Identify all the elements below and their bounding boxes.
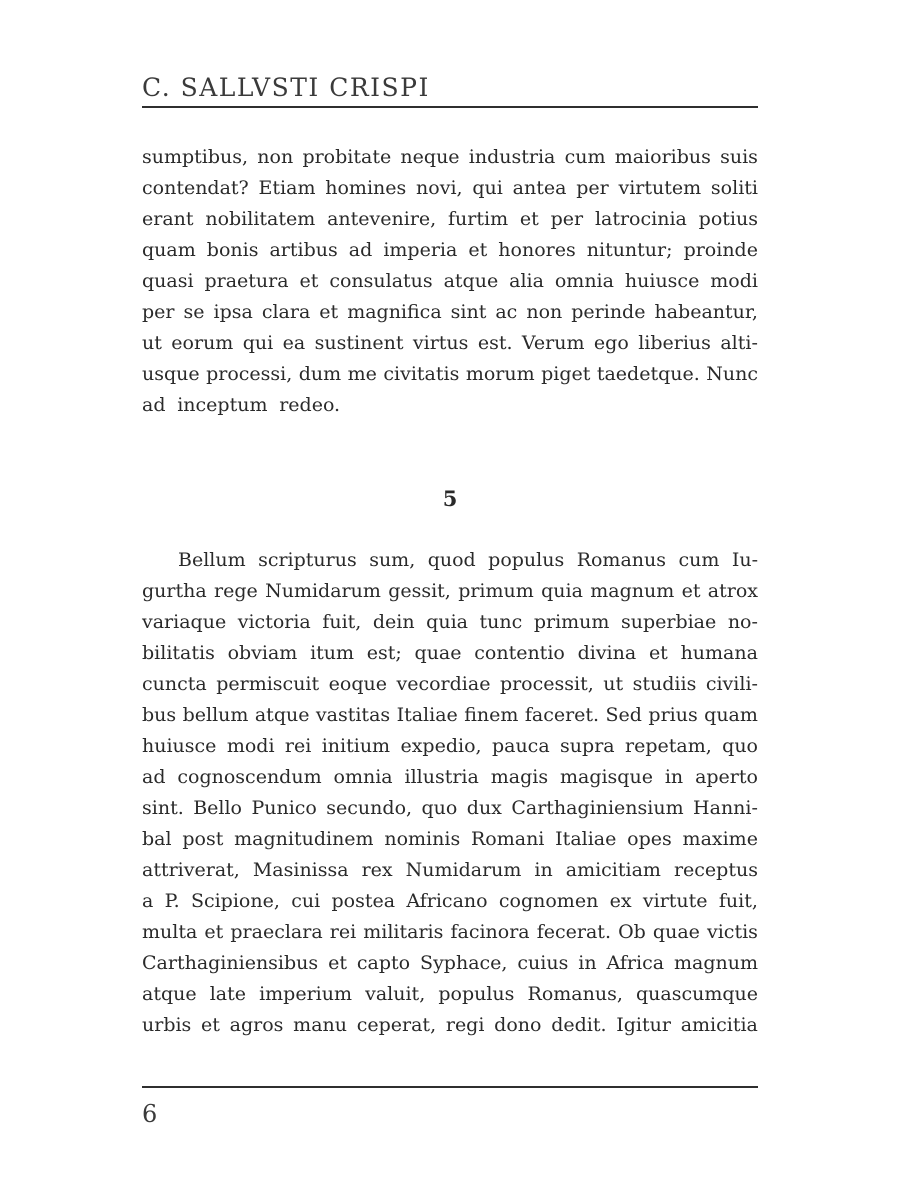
page-number: 6 (142, 1100, 158, 1128)
text-line: atque late imperium valuit, populus Romanus, quascumque (142, 983, 758, 1005)
text-line: huiusce modi rei initium expedio, pauca supra repetam, quo (142, 735, 758, 757)
text-line: usque processi, dum me civitatis morum piget taedetque. Nunc (142, 363, 758, 385)
text-line: attriverat, Masinissa rex Numidarum in amicitiam receptus (142, 859, 758, 881)
text-line: ut eorum qui ea sustinent virtus est. Verum ego liberius alti- (142, 332, 758, 354)
text-line: Bellum scripturus sum, quod populus Romanus cum Iu- (178, 549, 758, 571)
text-line: ad inceptum redeo. (142, 394, 341, 416)
header-rule (142, 106, 758, 108)
text-line: contendat? Etiam homines novi, qui antea per virtutem soliti (142, 177, 758, 199)
text-line: urbis et agros manu ceperat, regi dono dedit. Igitur amicitia (142, 1014, 758, 1036)
text-line: a P. Scipione, cui postea Africano cognomen ex virtute fuit, (142, 890, 758, 912)
text-line: quam bonis artibus ad imperia et honores nituntur; proinde (142, 239, 758, 261)
text-line: variaque victoria fuit, dein quia tunc primum superbiae no- (142, 611, 758, 633)
running-head: C. SALLVSTI CRISPI (142, 73, 430, 102)
text-line: bal post magnitudinem nominis Romani Italiae opes maxime (142, 828, 758, 850)
text-line: gurtha rege Numidarum gessit, primum quia magnum et atrox (142, 580, 758, 602)
section-number: 5 (442, 486, 458, 511)
text-line: multa et praeclara rei militaris facinora fecerat. Ob quae victis (142, 921, 758, 943)
text-line: erant nobilitatem antevenire, furtim et per latrocinia potius (142, 208, 758, 230)
text-line: sumptibus, non probitate neque industria cum maioribus suis (142, 146, 758, 168)
text-line: Carthaginiensibus et capto Syphace, cuius in Africa magnum (142, 952, 758, 974)
text-line: ad cognoscendum omnia illustria magis magisque in aperto (142, 766, 758, 788)
paragraph-section-5 (142, 545, 758, 1041)
text-line: quasi praetura et consulatus atque alia omnia huiusce modi (142, 270, 758, 292)
paragraph-continued (142, 142, 758, 421)
text-line: per se ipsa clara et magnifica sint ac non perinde habeantur, (142, 301, 758, 323)
text-line: bus bellum atque vastitas Italiae finem faceret. Sed prius quam (142, 704, 758, 726)
text-line: cuncta permiscuit eoque vecordiae processit, ut studiis civili- (142, 673, 758, 695)
text-line: bilitatis obviam itum est; quae contentio divina et humana (142, 642, 758, 664)
footer-rule (142, 1086, 758, 1088)
text-line: sint. Bello Punico secundo, quo dux Carthaginiensium Hanni- (142, 797, 758, 819)
